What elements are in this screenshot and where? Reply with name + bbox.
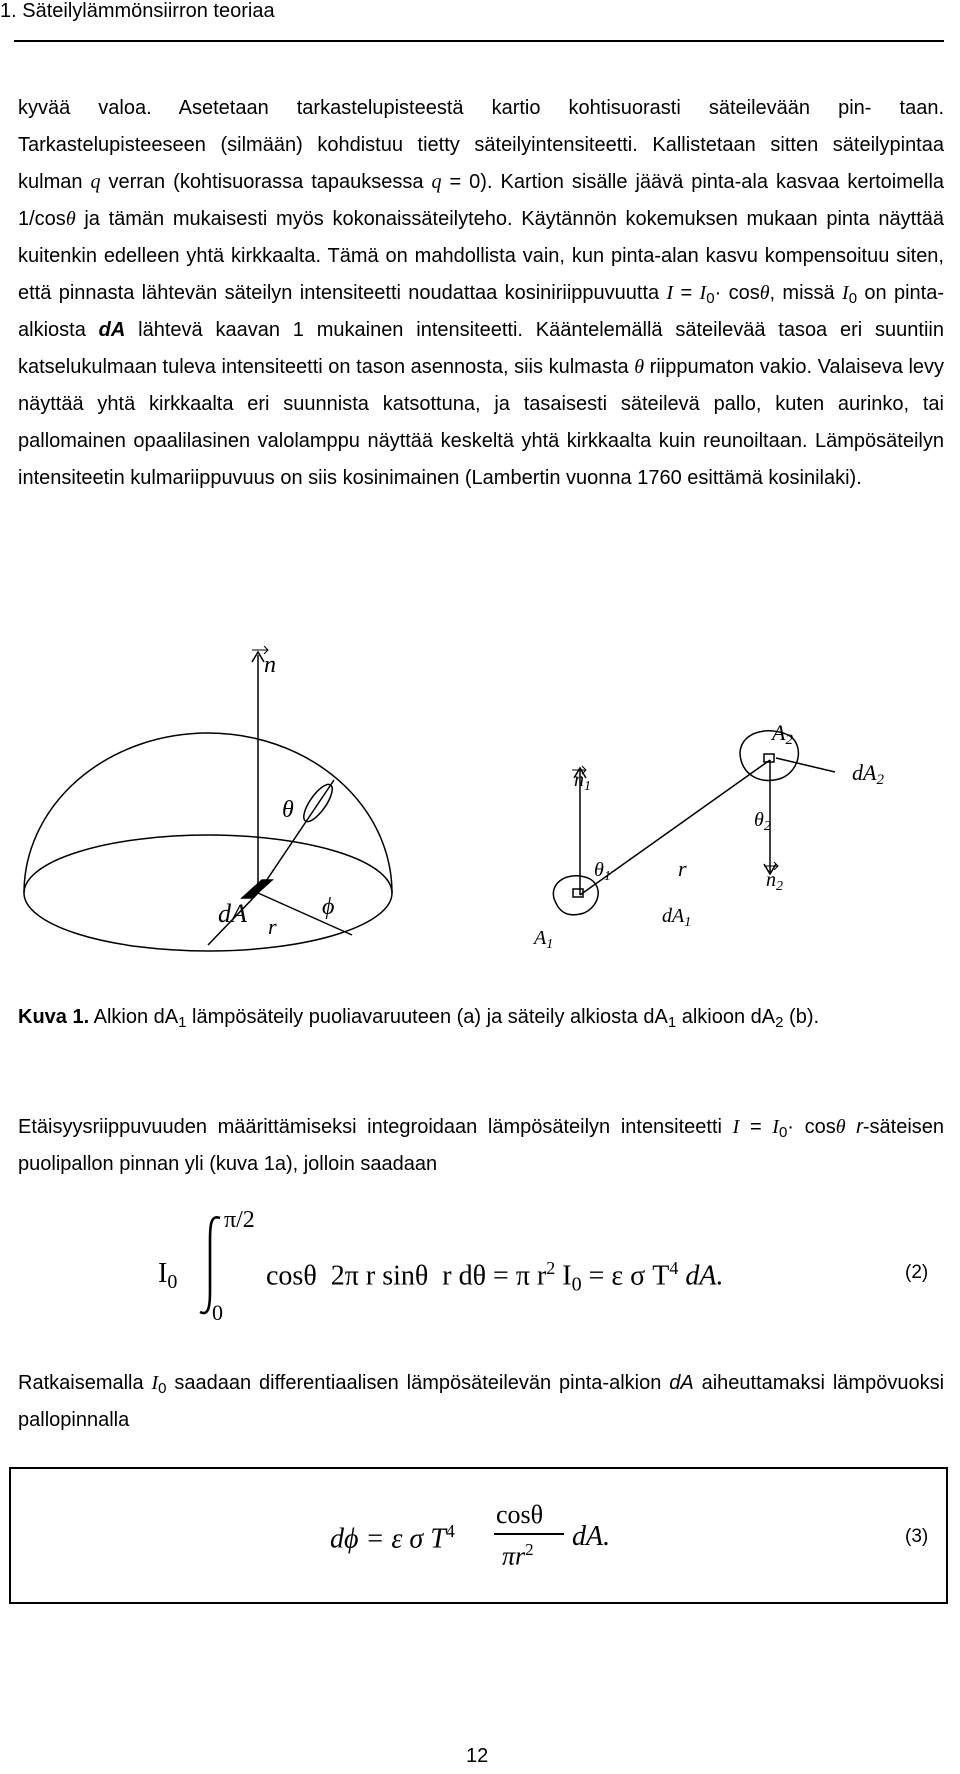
para2-text-1: Etäisyysriippuvuuden määrittämiseksi integroidaan lämpösäteilyn intensiteetti bbox=[18, 1116, 722, 1138]
figure-1 bbox=[0, 630, 960, 970]
label-phi: ϕ bbox=[322, 894, 335, 920]
label-dA1: $dA_1$ bbox=[662, 905, 692, 930]
label-n1: $n_1$ bbox=[574, 769, 591, 794]
figure-caption bbox=[18, 1003, 944, 1031]
eq3-numerator: cosθ bbox=[496, 1500, 544, 1529]
symbol-theta: θ bbox=[65, 208, 76, 230]
para3-text-2: saadaan differentiaalisen lämpösäteilevän pinta-alkion bbox=[174, 1372, 662, 1394]
header-rule bbox=[14, 40, 944, 42]
caption-sub-2: 1 bbox=[667, 1014, 677, 1031]
hemisphere-base-back bbox=[24, 835, 392, 951]
label-theta: θ bbox=[282, 797, 294, 823]
intro-text-5: ja tämän mukaisesti myös kokonaissäteilyteho. Käytännön kokemuksen mukaan pinta näyttää kuitenkin edelleen yhtä kirkkaalta. Tämä on mahdollista vain, kun pinta-alan kasvu kompensoituu siten, että pinnasta lähtevän säteilyn intensiteetti noudattaa kosiniriippuvuutta bbox=[18, 208, 945, 304]
symbol-I0: I bbox=[699, 282, 707, 304]
eq3-lhs: dϕ = ε σ $T^4$ bbox=[330, 1521, 455, 1555]
hemisphere-dome bbox=[24, 733, 392, 893]
subscript-0: 0 bbox=[706, 290, 715, 307]
subscript-0: 0 bbox=[158, 1380, 167, 1397]
caption-label: Kuva 1. bbox=[18, 1006, 90, 1028]
symbol-I0: I bbox=[842, 282, 849, 304]
intro-text-1: kyvää valoa. Asetetaan tarkastelupisteestä kartio kohtisuorasti säteilevään pin- bbox=[18, 97, 872, 119]
label-theta1: $\theta_1$ bbox=[594, 859, 611, 884]
intro-text-9: riippumaton vakio. Valaiseva levy näyttää yhtä kirkkaalta eri suunnista katsottuna, ja tasaisesti säteilevä pallo, kuten aurinko, tai pallomainen opaalilasinen valolamppu näyttää keskeltä yhtä kirkkaalta kuin reunoiltaan. Lämpösäteilyn intensiteetin kulmariippuvuus on siis kosinimainen (Lambertin vuonna 1760 esittämä kosinilaki). bbox=[18, 356, 945, 489]
label-A1: $A_1$ bbox=[534, 927, 554, 952]
symbol-q: q bbox=[90, 171, 101, 193]
ray-line bbox=[258, 780, 334, 893]
intro-text-7: on pinta-alkiosta bbox=[18, 282, 944, 341]
leader-dA2 bbox=[776, 758, 835, 772]
area-element-dA bbox=[242, 880, 272, 898]
caption-text-1: Alkion dA bbox=[93, 1006, 179, 1028]
equation-number-3: (3) bbox=[905, 1526, 929, 1547]
page-number: 12 bbox=[466, 1745, 489, 1767]
label-dA: dA bbox=[218, 899, 247, 928]
intro-text-3: verran (kohtisuorassa tapauksessa bbox=[108, 171, 424, 193]
symbol-theta: θ bbox=[835, 1116, 846, 1138]
cos-text: · cos bbox=[787, 1116, 836, 1138]
label-r: r bbox=[268, 914, 277, 939]
symbol-I0: I bbox=[772, 1116, 779, 1138]
equals-sign: = bbox=[680, 282, 693, 304]
caption-sub-1: 1 bbox=[178, 1014, 187, 1031]
intro-text-8: lähtevä kaavan 1 mukainen intensiteetti. Kääntelemällä säteilevää tasoa eri suuntiin katselukulmaan tuleva intensiteetti on tason asennosta, siis kulmasta bbox=[18, 319, 944, 378]
label-dA2: dA2 bbox=[852, 760, 884, 788]
eq2-body: cosθ 2π r sinθ r dθ = π $r^2$ $I_0 = \varepsilon$ σ $T^4$ dA. bbox=[266, 1258, 724, 1296]
para3-text-1: Ratkaisemalla bbox=[18, 1372, 144, 1394]
eq3-dA: dA. bbox=[572, 1521, 611, 1552]
label-theta2: $\theta_2$ bbox=[754, 809, 771, 834]
vector-arrow-over-n bbox=[252, 646, 268, 654]
symbol-q: q bbox=[431, 171, 442, 193]
symbol-r: r bbox=[856, 1116, 863, 1138]
intro-text-4: = 0). Kartion sisälle jäävä pinta-ala kasvaa kertoimella 1/cos bbox=[18, 171, 945, 230]
figure-1a-hemisphere bbox=[24, 652, 392, 951]
para2-text-2: -säteisen puolipallon pinnan yli (kuva 1a), jolloin saadaan bbox=[18, 1116, 945, 1175]
symbol-I: I bbox=[732, 1116, 740, 1138]
caption-text-4: (b). bbox=[789, 1006, 820, 1028]
subscript-0: 0 bbox=[778, 1124, 788, 1141]
integral-upper-limit: π/2 bbox=[224, 1207, 255, 1233]
para3-text-3: aiheuttamaksi lämpövuoksi pallopinnalla bbox=[18, 1372, 945, 1431]
equals-sign: = bbox=[749, 1116, 762, 1138]
page-header: 1. Säteilylämmönsiirron teoriaa bbox=[0, 0, 275, 22]
figure-1b bbox=[553, 731, 835, 915]
symbol-dA: dA bbox=[669, 1372, 694, 1394]
subscript-0: 0 bbox=[848, 290, 858, 307]
equation-3-box bbox=[9, 1467, 948, 1604]
area-A1 bbox=[553, 876, 598, 915]
solution-paragraph bbox=[18, 1365, 944, 1439]
label-n: n bbox=[264, 652, 276, 678]
integration-paragraph bbox=[18, 1109, 944, 1183]
cos-text: · cos bbox=[714, 282, 760, 304]
symbol-I0: I bbox=[151, 1372, 159, 1394]
integral-lower-limit: 0 bbox=[212, 1300, 223, 1325]
eq3-denominator: $\pi r^2$ bbox=[502, 1540, 534, 1571]
fraction-bar bbox=[494, 1533, 564, 1535]
intro-paragraph bbox=[18, 90, 944, 497]
label-A2: A2 bbox=[772, 720, 793, 748]
intro-text-6: , missä bbox=[769, 282, 835, 304]
caption-text-2: lämpösäteily puoliavaruuteen (a) ja säteily alkiosta dA bbox=[192, 1006, 668, 1028]
caption-sub-3: 2 bbox=[775, 1014, 784, 1031]
caption-text-3: alkioon dA bbox=[681, 1006, 776, 1028]
equation-number-2: (2) bbox=[905, 1262, 929, 1283]
label-n2: $n_2$ bbox=[766, 869, 783, 894]
eq2-I0: $I_0$ bbox=[158, 1258, 178, 1293]
intro-text-2: taan. Tarkastelupisteeseen (silmään) kohdistuu tietty säteilyintensiteetti. Kallistetaan sitten säteilypintaa kulman bbox=[18, 97, 944, 193]
symbol-theta: θ bbox=[634, 356, 645, 378]
symbol-dA: dA bbox=[98, 319, 126, 341]
element-dA1 bbox=[573, 889, 583, 897]
label-r-b: r bbox=[678, 856, 687, 881]
symbol-theta: θ bbox=[759, 282, 770, 304]
symbol-I: I bbox=[666, 282, 674, 304]
